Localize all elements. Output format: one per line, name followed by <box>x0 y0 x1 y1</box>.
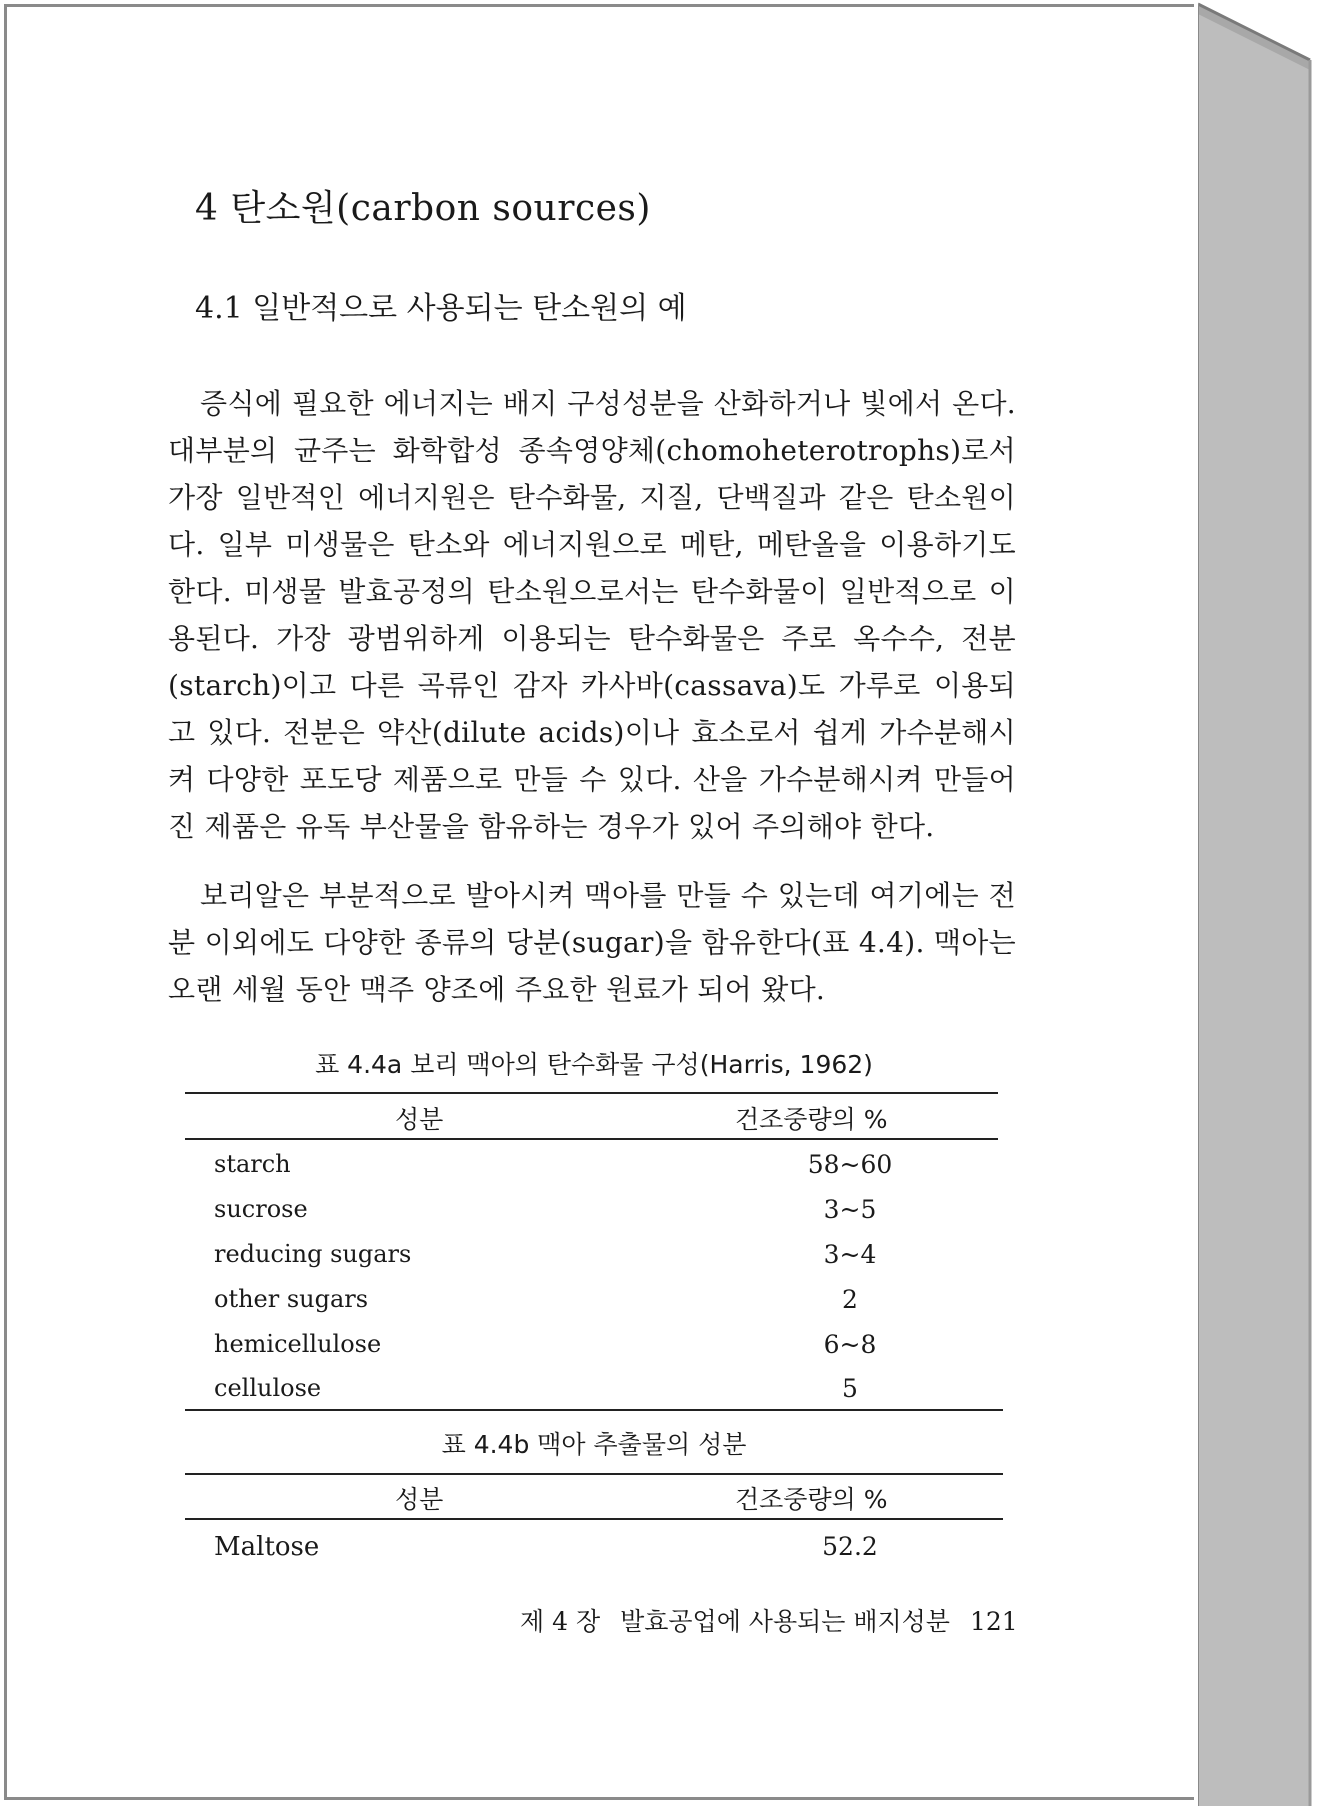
table-a-header-component: 성분 <box>395 1105 444 1134</box>
table-cell-component: reducing sugars <box>214 1240 412 1268</box>
table-cell-component: Maltose <box>214 1532 320 1562</box>
table-cell-component: starch <box>214 1150 291 1178</box>
table-cell-value: 3~5 <box>823 1195 877 1224</box>
table-row <box>185 1368 1003 1413</box>
table-cell-component: sucrose <box>214 1195 308 1223</box>
table-cell-value: 2 <box>842 1285 858 1314</box>
table-cell-value: 6~8 <box>823 1330 877 1359</box>
table-cell-component: other sugars <box>214 1285 369 1313</box>
page-footer <box>520 1602 1018 1638</box>
table-a-top-rule <box>185 1092 998 1094</box>
table-row <box>185 1144 1003 1189</box>
table-row <box>185 1234 1003 1279</box>
table-cell-component: hemicellulose <box>214 1330 382 1358</box>
table-b-top-rule <box>185 1473 1003 1475</box>
table-cell-value: 3~4 <box>823 1240 877 1269</box>
chapter-title: 4 탄소원(carbon sources) <box>195 188 651 229</box>
table-cell-value: 52.2 <box>822 1532 878 1561</box>
table-row <box>185 1526 1003 1571</box>
table-cell-value: 5 <box>842 1374 858 1403</box>
footer-chapter: 제 4 장 <box>520 1607 601 1636</box>
table-b-header-component: 성분 <box>395 1485 444 1514</box>
section-title: 4.1 일반적으로 사용되는 탄소원의 예 <box>195 291 687 326</box>
table-b-header-dry-weight: 건조중량의 % <box>735 1485 888 1514</box>
table-a-header-rule <box>185 1138 998 1140</box>
table-row <box>185 1279 1003 1324</box>
paragraph-energy-sources <box>168 380 1016 850</box>
page-number: 121 <box>969 1607 1018 1636</box>
paragraph-text: 보리알은 부분적으로 발아시켜 맥아를 만들 수 있는데 여기에는 전분 이외에도 다양한 종류의 당분(sugar)을 함유한다(표 4.4). 맥아는 오랜 세월 동안 맥주 양조에 주요한 원료가 되어 왔다. <box>168 879 1016 1006</box>
table-cell-value: 58~60 <box>807 1150 893 1179</box>
table-row <box>185 1324 1003 1369</box>
table-cell-component: cellulose <box>214 1374 322 1402</box>
paragraph-text: 증식에 필요한 에너지는 배지 구성성분을 산화하거나 빛에서 온다. 대부분의 균주는 화학합성 종속영양체(chomoheterotrophs)로서 가장 일반적인 에너지원은 탄수화물, 지질, 단백질과 같은 탄소원이다. 일부 미생물은 탄소와 에너지원으로 메탄, 메탄올을 이용하기도 한다. 미생물 발효공정의 탄소원으로서는 탄수화물이 일반적으로 이용된다. 가장 광범위하게 이용되는 탄수화물은 주로 옥수수, 전분(starch)이고 다른 곡류인 감자 카사바(cassava)도 가루로 이용되고 있다. 전분은 약산(dilute acids)이나 효소로서 쉽게 가수분해시켜 다양한 포도당 제품으로 만들 수 있다. 산을 가수분해시켜 만들어진 제품은 유독 부산물을 함유하는 경우가 있어 주의해야 한다. <box>168 387 1016 843</box>
table-a-header-dry-weight: 건조중량의 % <box>735 1105 888 1134</box>
footer-title: 발효공업에 사용되는 배지성분 <box>620 1607 950 1636</box>
table-a-caption: 표 4.4a 보리 맥아의 탄수화물 구성(Harris, 1962) <box>315 1050 873 1079</box>
table-row <box>185 1189 1003 1234</box>
table-a-bottom-rule <box>185 1409 1003 1411</box>
table-b-caption: 표 4.4b 맥아 추출물의 성분 <box>441 1430 747 1459</box>
paragraph-malt <box>168 872 1016 1013</box>
table-b-header-rule <box>185 1518 1003 1520</box>
